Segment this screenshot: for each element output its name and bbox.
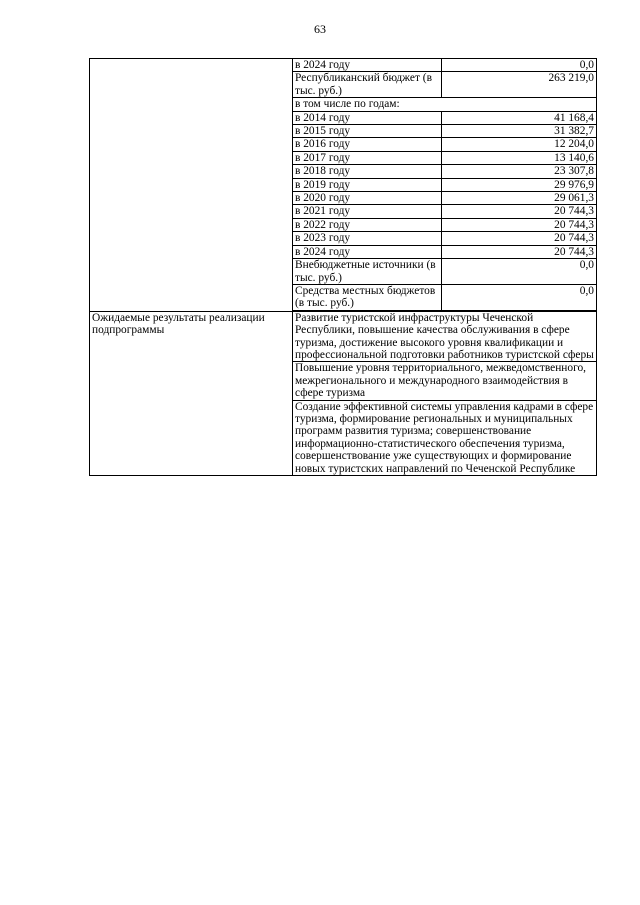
results-heading: Ожидаемые результаты реализации подпрограммы [90,311,293,475]
year-label: в 2015 году [293,125,442,138]
year-label: в 2023 году [293,232,442,245]
year-value: 20 744,3 [442,245,597,258]
year-value: 29 976,9 [442,178,597,191]
result-item: Создание эффективной системы управления кадрами в сфере туризма, формирование региональных и муниципальных программ развития туризма; совершенствование информационно-статистического обеспечения туризма, совершенствование уже существующих и формирование новых туристских направлений по Чеченской Республике [293,400,597,475]
year-label: в 2016 году [293,138,442,151]
table-row [90,311,597,362]
year-value: 23 307,8 [442,165,597,178]
result-item: Повышение уровня территориального, межведомственного, межрегионального и международного взаимодействия в сфере туризма [293,362,597,400]
local-budget-label: Средства местных бюджетов (в тыс. руб.) [293,284,442,310]
year-label: в 2019 году [293,178,442,191]
year-value: 31 382,7 [442,125,597,138]
extra-budgetary-label: Внебюджетные источники (в тыс. руб.) [293,259,442,285]
page-number: 63 [314,22,326,36]
year-value: 12 204,0 [442,138,597,151]
year-label: в 2020 году [293,192,442,205]
row-label: в 2024 году [293,59,442,72]
year-label: в 2018 году [293,165,442,178]
row-value: 0,0 [442,59,597,72]
result-item: Развитие туристской инфраструктуры Чеченской Республики, повышение качества обслуживания в сфере туризма, достижение высокого уровня квалификации и профессиональной подготовки работников туристской сферы [293,311,597,362]
year-label: в 2014 году [293,111,442,124]
year-value: 20 744,3 [442,218,597,231]
year-value: 13 140,6 [442,151,597,164]
year-label: в 2022 году [293,218,442,231]
year-value: 29 061,3 [442,192,597,205]
local-budget-value: 0,0 [442,284,597,310]
republican-budget-label: Республиканский бюджет (в тыс. руб.) [293,72,442,98]
year-label: в 2017 году [293,151,442,164]
table-row [90,59,597,72]
year-label: в 2024 году [293,245,442,258]
extra-budgetary-value: 0,0 [442,259,597,285]
by-year-label: в том числе по годам: [293,98,597,111]
year-value: 20 744,3 [442,205,597,218]
year-value: 41 168,4 [442,111,597,124]
left-blank-cell [90,59,293,312]
republican-budget-value: 263 219,0 [442,72,597,98]
subprogram-passport-table [89,58,597,476]
year-value: 20 744,3 [442,232,597,245]
year-label: в 2021 году [293,205,442,218]
table-body [90,59,597,476]
